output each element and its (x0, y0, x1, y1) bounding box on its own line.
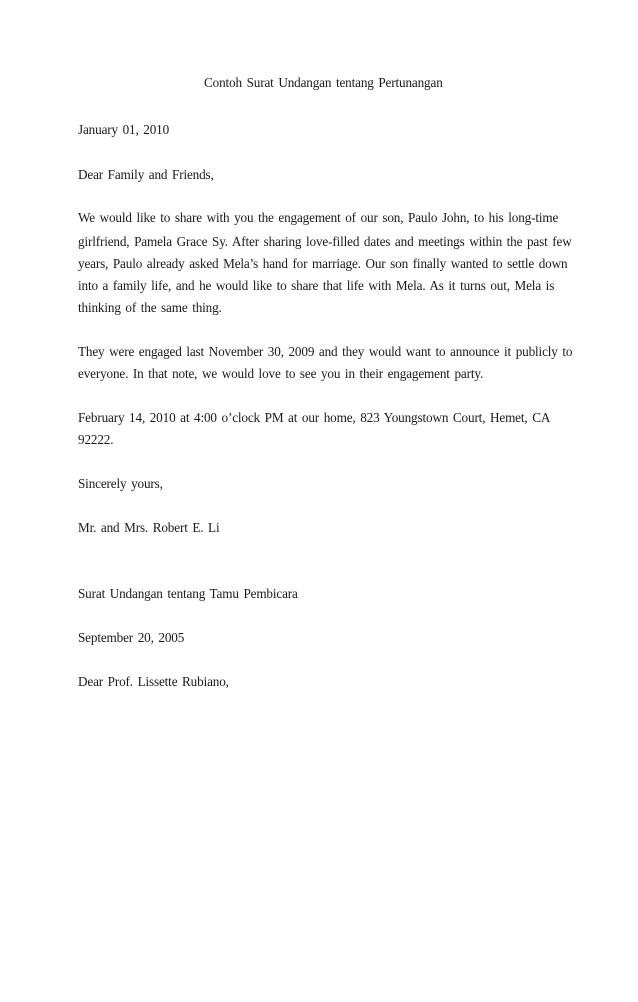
letter1-paragraph1-line: girlfriend, Pamela Grace Sy. After sharing love-filled dates and meetings within the past few (78, 234, 572, 249)
letter2-salutation: Dear Prof. Lissette Rubiano, (78, 674, 229, 689)
letter1-paragraph1-line: into a family life, and he would like to share that life with Mela. As it turns out, Mela is (78, 278, 555, 293)
letter2-heading: Surat Undangan tentang Tamu Pembicara (78, 586, 298, 601)
letter1-salutation: Dear Family and Friends, (78, 167, 214, 182)
letter1-paragraph2-line: everyone. In that note, we would love to see you in their engagement party. (78, 366, 484, 381)
letter2-date: September 20, 2005 (78, 630, 185, 645)
letter1-paragraph3-line: 92222. (78, 432, 114, 447)
document-title: Contoh Surat Undangan tentang Pertunangan (204, 75, 443, 90)
letter1-paragraph1-line: We would like to share with you the engagement of our son, Paulo John, to his long-time (78, 210, 559, 225)
letter1-signature: Mr. and Mrs. Robert E. Li (78, 520, 220, 535)
letter1-paragraph2-line: They were engaged last November 30, 2009 and they would want to announce it publicly to (78, 344, 573, 359)
letter1-paragraph3-line: February 14, 2010 at 4:00 o’clock PM at our home, 823 Youngstown Court, Hemet, CA (78, 410, 551, 425)
letter1-closing: Sincerely yours, (78, 476, 163, 491)
letter1-date: January 01, 2010 (78, 122, 170, 137)
letter1-paragraph1-line: thinking of the same thing. (78, 300, 222, 315)
letter1-paragraph1-line: years, Paulo already asked Mela’s hand for marriage. Our son finally wanted to settle down (78, 256, 568, 271)
